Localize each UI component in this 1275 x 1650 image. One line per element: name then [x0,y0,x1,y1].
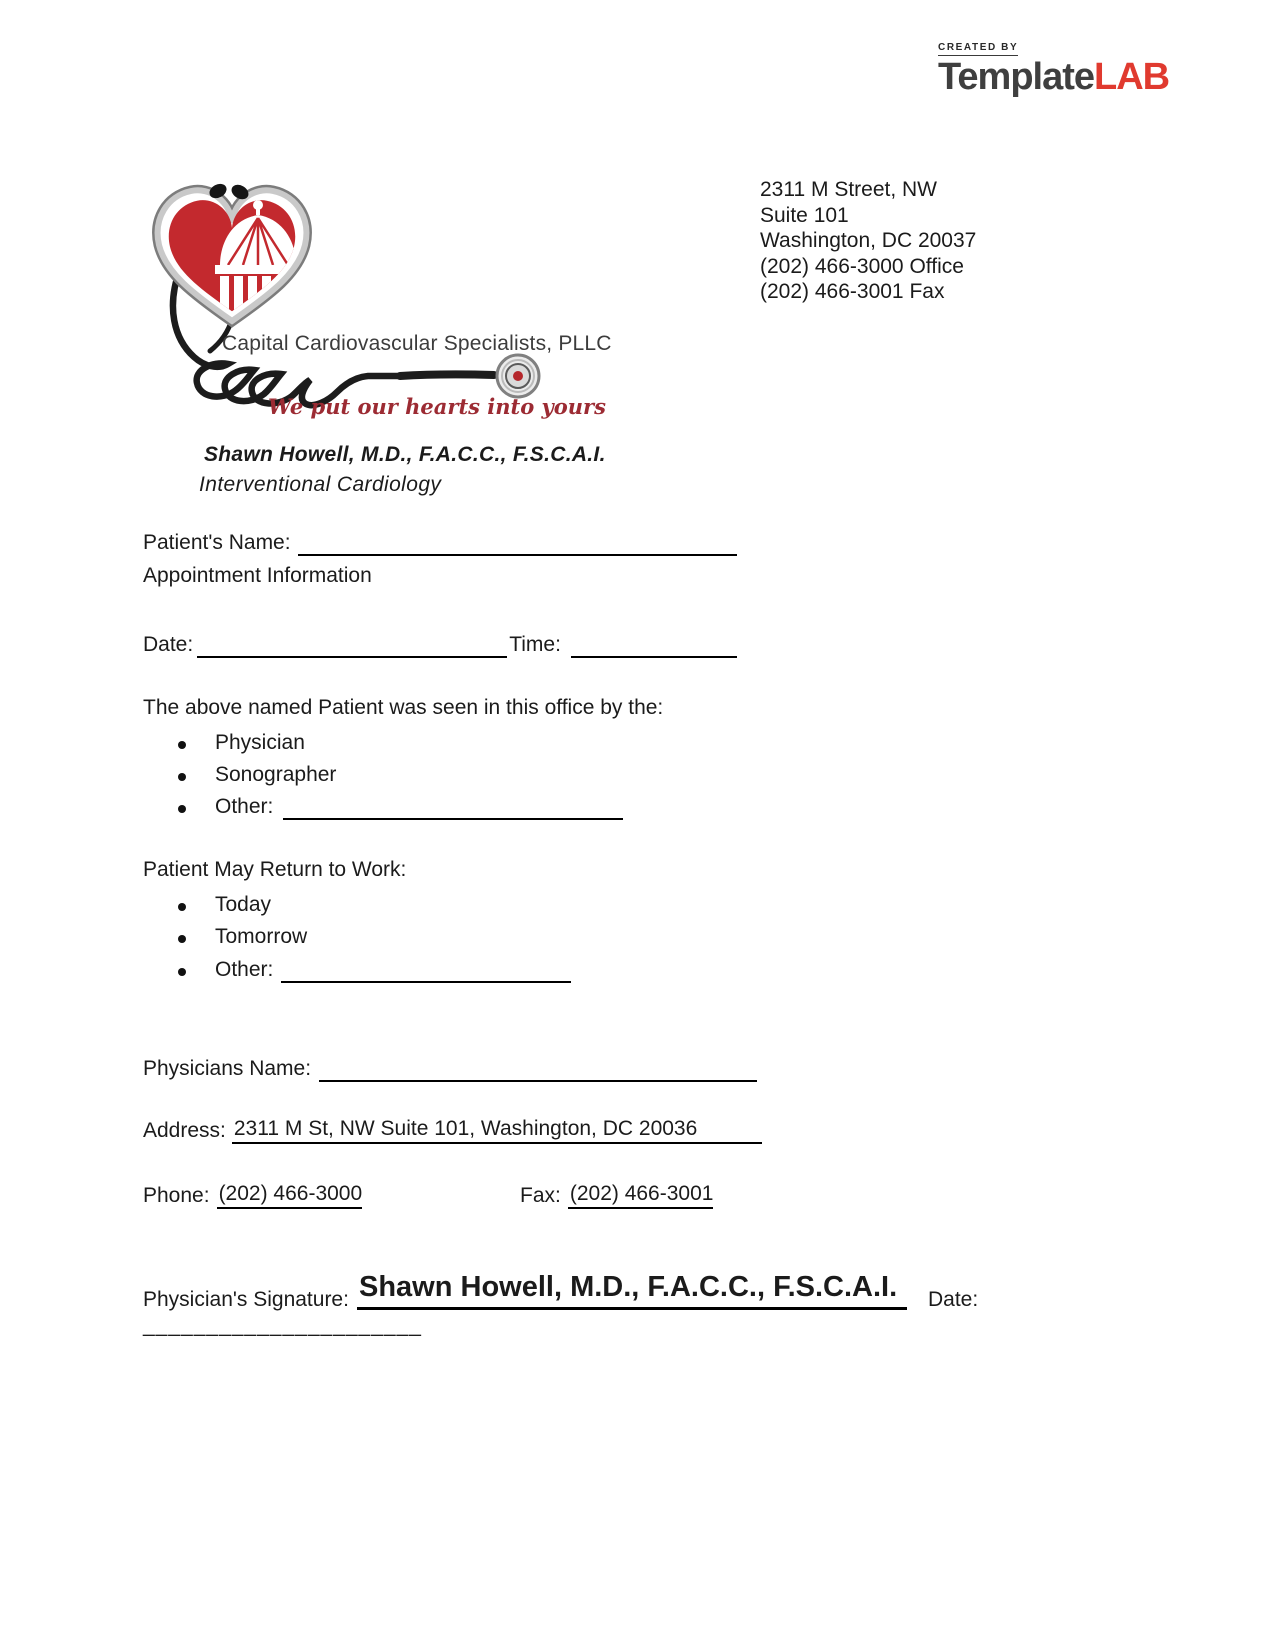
templatelab-watermark [938,38,1169,96]
clinic-name: Capital Cardiovascular Specialists, PLLC [222,332,612,355]
created-by-label: CREATED BY [938,43,1018,56]
signature-date-row [928,1286,978,1313]
chestpiece-icon [497,355,539,397]
patient-name-row [143,529,737,556]
list-item [178,729,305,756]
brand-wordmark [938,58,1169,96]
clinic-address-block [760,177,976,305]
date-time-row [143,631,737,658]
return-to-work-heading-label: Patient May Return to Work: [143,858,407,881]
bullet-icon [178,968,186,976]
physician-specialty: Interventional Cardiology [199,473,442,496]
time-blank-line [571,633,737,658]
bullet-icon [178,805,186,813]
appointment-heading [143,562,372,589]
list-item [178,793,623,820]
seen-by-heading [143,694,663,721]
return-option-tomorrow: Tomorrow [215,925,308,948]
bullet-icon [178,935,186,943]
list-item [178,923,307,950]
seen-by-other-blank-line [283,795,623,820]
physician-signature-value: Shawn Howell, M.D., F.A.C.C., F.S.C.A.I. [357,1271,907,1310]
date-label: Date: [143,633,194,656]
physician-name-label: Physicians Name: [143,1057,312,1080]
office-address-value: 2311 M St, NW Suite 101, Washington, DC 20036 [232,1115,762,1144]
clinic-tagline: We put our hearts into yours [268,394,606,419]
patient-name-label: Patient's Name: [143,531,291,554]
clinic-logo [140,165,580,415]
seen-by-option-physician: Physician [215,731,305,754]
brand-lab-text: LAB [1094,56,1170,98]
date-blank-line [197,633,507,658]
seen-by-option-sonographer: Sonographer [215,763,337,786]
patient-name-blank-line [298,531,737,556]
signature-label-row [143,1286,349,1313]
physician-name-header: Shawn Howell, M.D., F.A.C.C., F.S.C.A.I. [204,443,606,466]
fax-label: Fax: [520,1184,561,1207]
bullet-icon [178,741,186,749]
physician-name-row [143,1055,757,1082]
return-other-blank-line [281,958,571,983]
address-line: (202) 466-3001 Fax [760,280,945,303]
address-line: (202) 466-3000 Office [760,254,964,278]
office-address-row [143,1117,762,1144]
return-option-other: Other: [215,958,274,981]
list-item [178,891,271,918]
fax-value: (202) 466-3001 [568,1180,714,1209]
bullet-icon [178,903,186,911]
seen-by-heading-label: The above named Patient was seen in this office by the: [143,696,664,719]
list-item [178,761,336,788]
return-to-work-heading [143,856,406,883]
return-option-today: Today [215,893,272,916]
signature-blank-line: ______________________ [143,1314,422,1337]
signature-date-label: Date: [928,1288,979,1311]
brand-template-text: Template [938,56,1095,98]
physician-name-blank-line [319,1057,757,1082]
address-line: 2311 M Street, NW [760,178,938,201]
address-line: Suite 101 [760,203,849,227]
phone-value: (202) 466-3000 [217,1180,363,1209]
list-item [178,956,571,983]
time-label: Time: [509,633,561,656]
phone-label: Phone: [143,1184,210,1207]
office-address-label: Address: [143,1119,226,1142]
bullet-icon [178,773,186,781]
appointment-heading-label: Appointment Information [143,564,372,587]
signature-label: Physician's Signature: [143,1288,349,1311]
seen-by-option-other: Other: [215,795,274,818]
address-line: Washington, DC 20037 [760,229,977,252]
fax-row [520,1182,713,1209]
phone-row [143,1182,362,1209]
